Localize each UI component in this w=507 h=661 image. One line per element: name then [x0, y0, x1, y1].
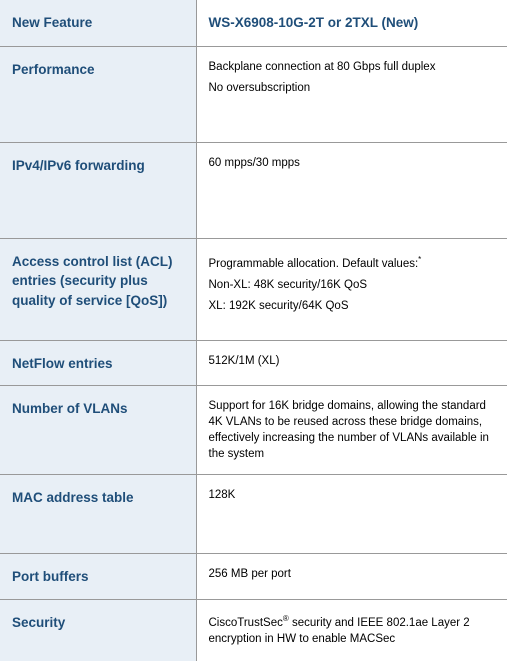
value-paragraph: CiscoTrustSec® security and IEEE 802.1ae Layer 2 encryption in HW to enable MACSec	[208, 613, 470, 645]
table-row-security	[0, 599, 507, 661]
table-row-forwarding	[0, 142, 507, 238]
table-row-vlans	[0, 385, 507, 474]
registered-mark: ®	[282, 613, 289, 623]
row-value	[197, 600, 507, 647]
row-value	[197, 341, 507, 369]
row-value	[197, 554, 507, 582]
row-label: Performance	[12, 61, 95, 77]
row-value	[197, 143, 507, 171]
row-label: Number of VLANs	[12, 400, 128, 416]
row-label: Port buffers	[12, 568, 89, 584]
row-label: IPv4/IPv6 forwarding	[12, 157, 145, 173]
table-row-port-buffers	[0, 553, 507, 599]
row-value	[197, 47, 507, 96]
value-line: Non-XL: 48K security/16K QoS	[208, 278, 368, 291]
value-line: Programmable allocation. Default values:*	[208, 254, 422, 270]
table-row-mac-table	[0, 474, 507, 553]
value-line: 128K	[208, 488, 236, 501]
value-line: 512K/1M (XL)	[208, 354, 280, 367]
row-label: Security	[12, 614, 66, 630]
table-row-netflow	[0, 340, 507, 385]
value-line: 60 mpps/30 mpps	[208, 156, 300, 169]
value-line: Backplane connection at 80 Gbps full duplex	[208, 60, 436, 73]
header-feature-label: New Feature	[12, 15, 93, 30]
row-label: Access control list (ACL) entries (security plus quality of service [QoS])	[12, 253, 173, 308]
row-label: MAC address table	[12, 489, 134, 505]
table-header-row	[0, 0, 507, 46]
value-paragraph: Support for 16K bridge domains, allowing the standard 4K VLANs to be reused across these bridge domains, effectively increasing the number of VLANs available in the system	[208, 399, 489, 460]
footnote-marker: *	[418, 254, 422, 264]
header-model-cell	[196, 0, 507, 46]
value-line: 256 MB per port	[208, 567, 291, 580]
row-value	[197, 475, 507, 503]
header-model-label: WS-X6908-10G-2T or 2TXL (New)	[208, 15, 419, 30]
row-label: NetFlow entries	[12, 355, 113, 371]
row-value	[197, 239, 507, 314]
row-value	[197, 386, 507, 462]
table-row-performance	[0, 46, 507, 142]
header-feature-cell	[0, 0, 196, 46]
value-line: No oversubscription	[208, 81, 311, 94]
table-row-acl	[0, 238, 507, 340]
value-line: XL: 192K security/64K QoS	[208, 299, 349, 312]
